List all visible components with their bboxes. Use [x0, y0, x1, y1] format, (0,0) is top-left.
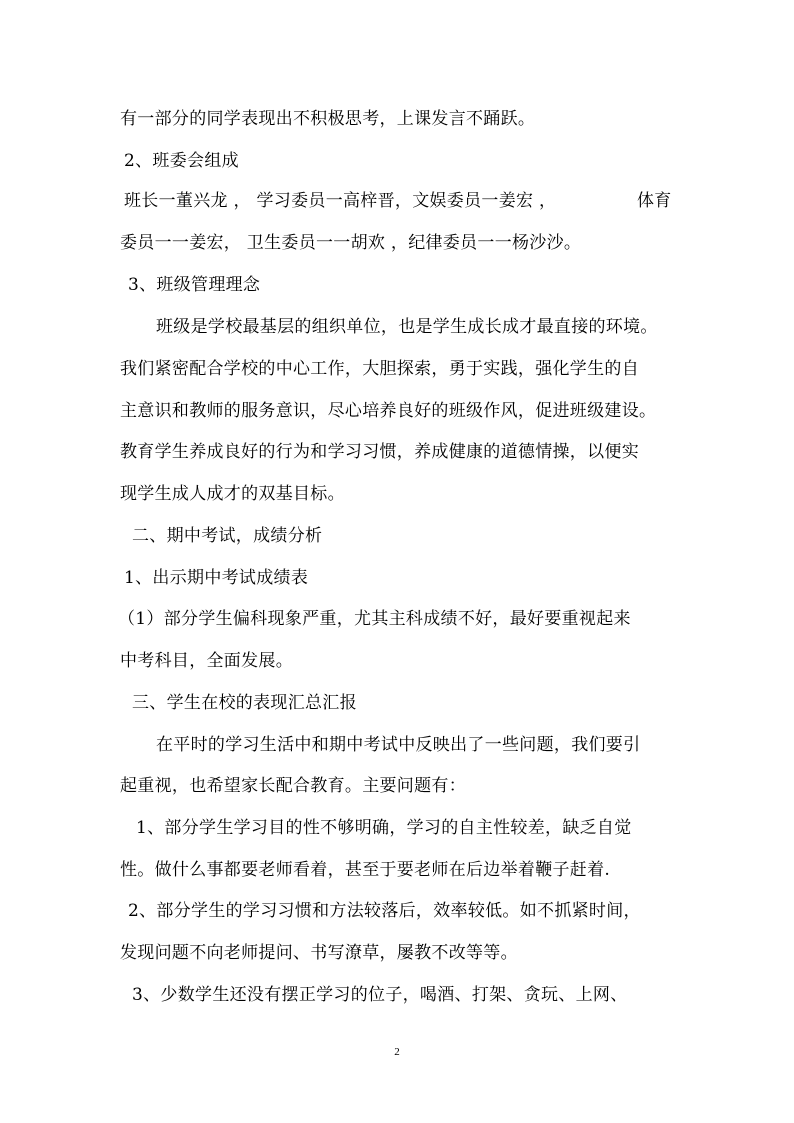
text-line: 班长一董兴龙 ， 学习委员一高梓晋，文娱委员一姜宏 ， [124, 191, 557, 211]
section-heading: 2、班委会组成 [124, 151, 239, 171]
paragraph-line: 性。做什么事都要老师看着，甚至于要老师在后边举着鞭子赶着. [120, 860, 611, 880]
text-line: 有一部分的同学表现出不积极思考，上课发言不踊跃。 [120, 109, 536, 129]
paragraph-line: 我们紧密配合学校的中心工作，大胆探索，勇于实践，强化学生的自 [120, 359, 639, 379]
list-item: 3、少数学生还没有摆正学习的位子，喝酒、打架、贪玩、上网、 [132, 985, 628, 1005]
list-item: 1、部分学生学习目的性不够明确，学习的自主性较差，缺乏自觉 [136, 818, 632, 838]
paragraph-line: 现学生成人成才的双基目标。 [120, 484, 345, 504]
section-heading: 二、期中考试，成绩分析 [132, 526, 323, 546]
text-line: 委员一一姜宏， 卫生委员一一胡欢 ，纪律委员一一杨沙沙。 [120, 233, 582, 253]
paragraph-line: 教育学生养成良好的行为和学习习惯，养成健康的道德情操，以便实 [120, 442, 639, 462]
paragraph-line: 中考科目，全面发展。 [120, 651, 293, 671]
paragraph-line: 班级是学校最基层的组织单位，也是学生成长成才最直接的环境。 [156, 317, 658, 337]
paragraph-line: 在平时的学习生活中和期中考试中反映出了一些问题，我们要引 [156, 735, 641, 755]
paragraph-line: （1）部分学生偏科现象严重，尤其主科成绩不好，最好要重视起来 [118, 609, 631, 629]
paragraph-line: 起重视，也希望家长配合教育。主要问题有： [120, 776, 466, 796]
paragraph-line: 主意识和教师的服务意识，尽心培养良好的班级作风，促进班级建设。 [120, 401, 657, 421]
page-number: 2 [394, 1046, 400, 1058]
section-heading: 三、学生在校的表现汇总汇报 [132, 693, 357, 713]
section-heading: 1、出示期中考试成绩表 [124, 568, 309, 588]
list-item: 2、部分学生的学习习惯和方法较落后，效率较低。如不抓紧时间， [128, 901, 641, 921]
paragraph-line: 发现问题不向老师提问、书写潦草，屡教不改等等。 [120, 943, 518, 963]
section-heading: 3、班级管理理念 [128, 275, 261, 295]
text-line: 体育 [637, 191, 672, 211]
